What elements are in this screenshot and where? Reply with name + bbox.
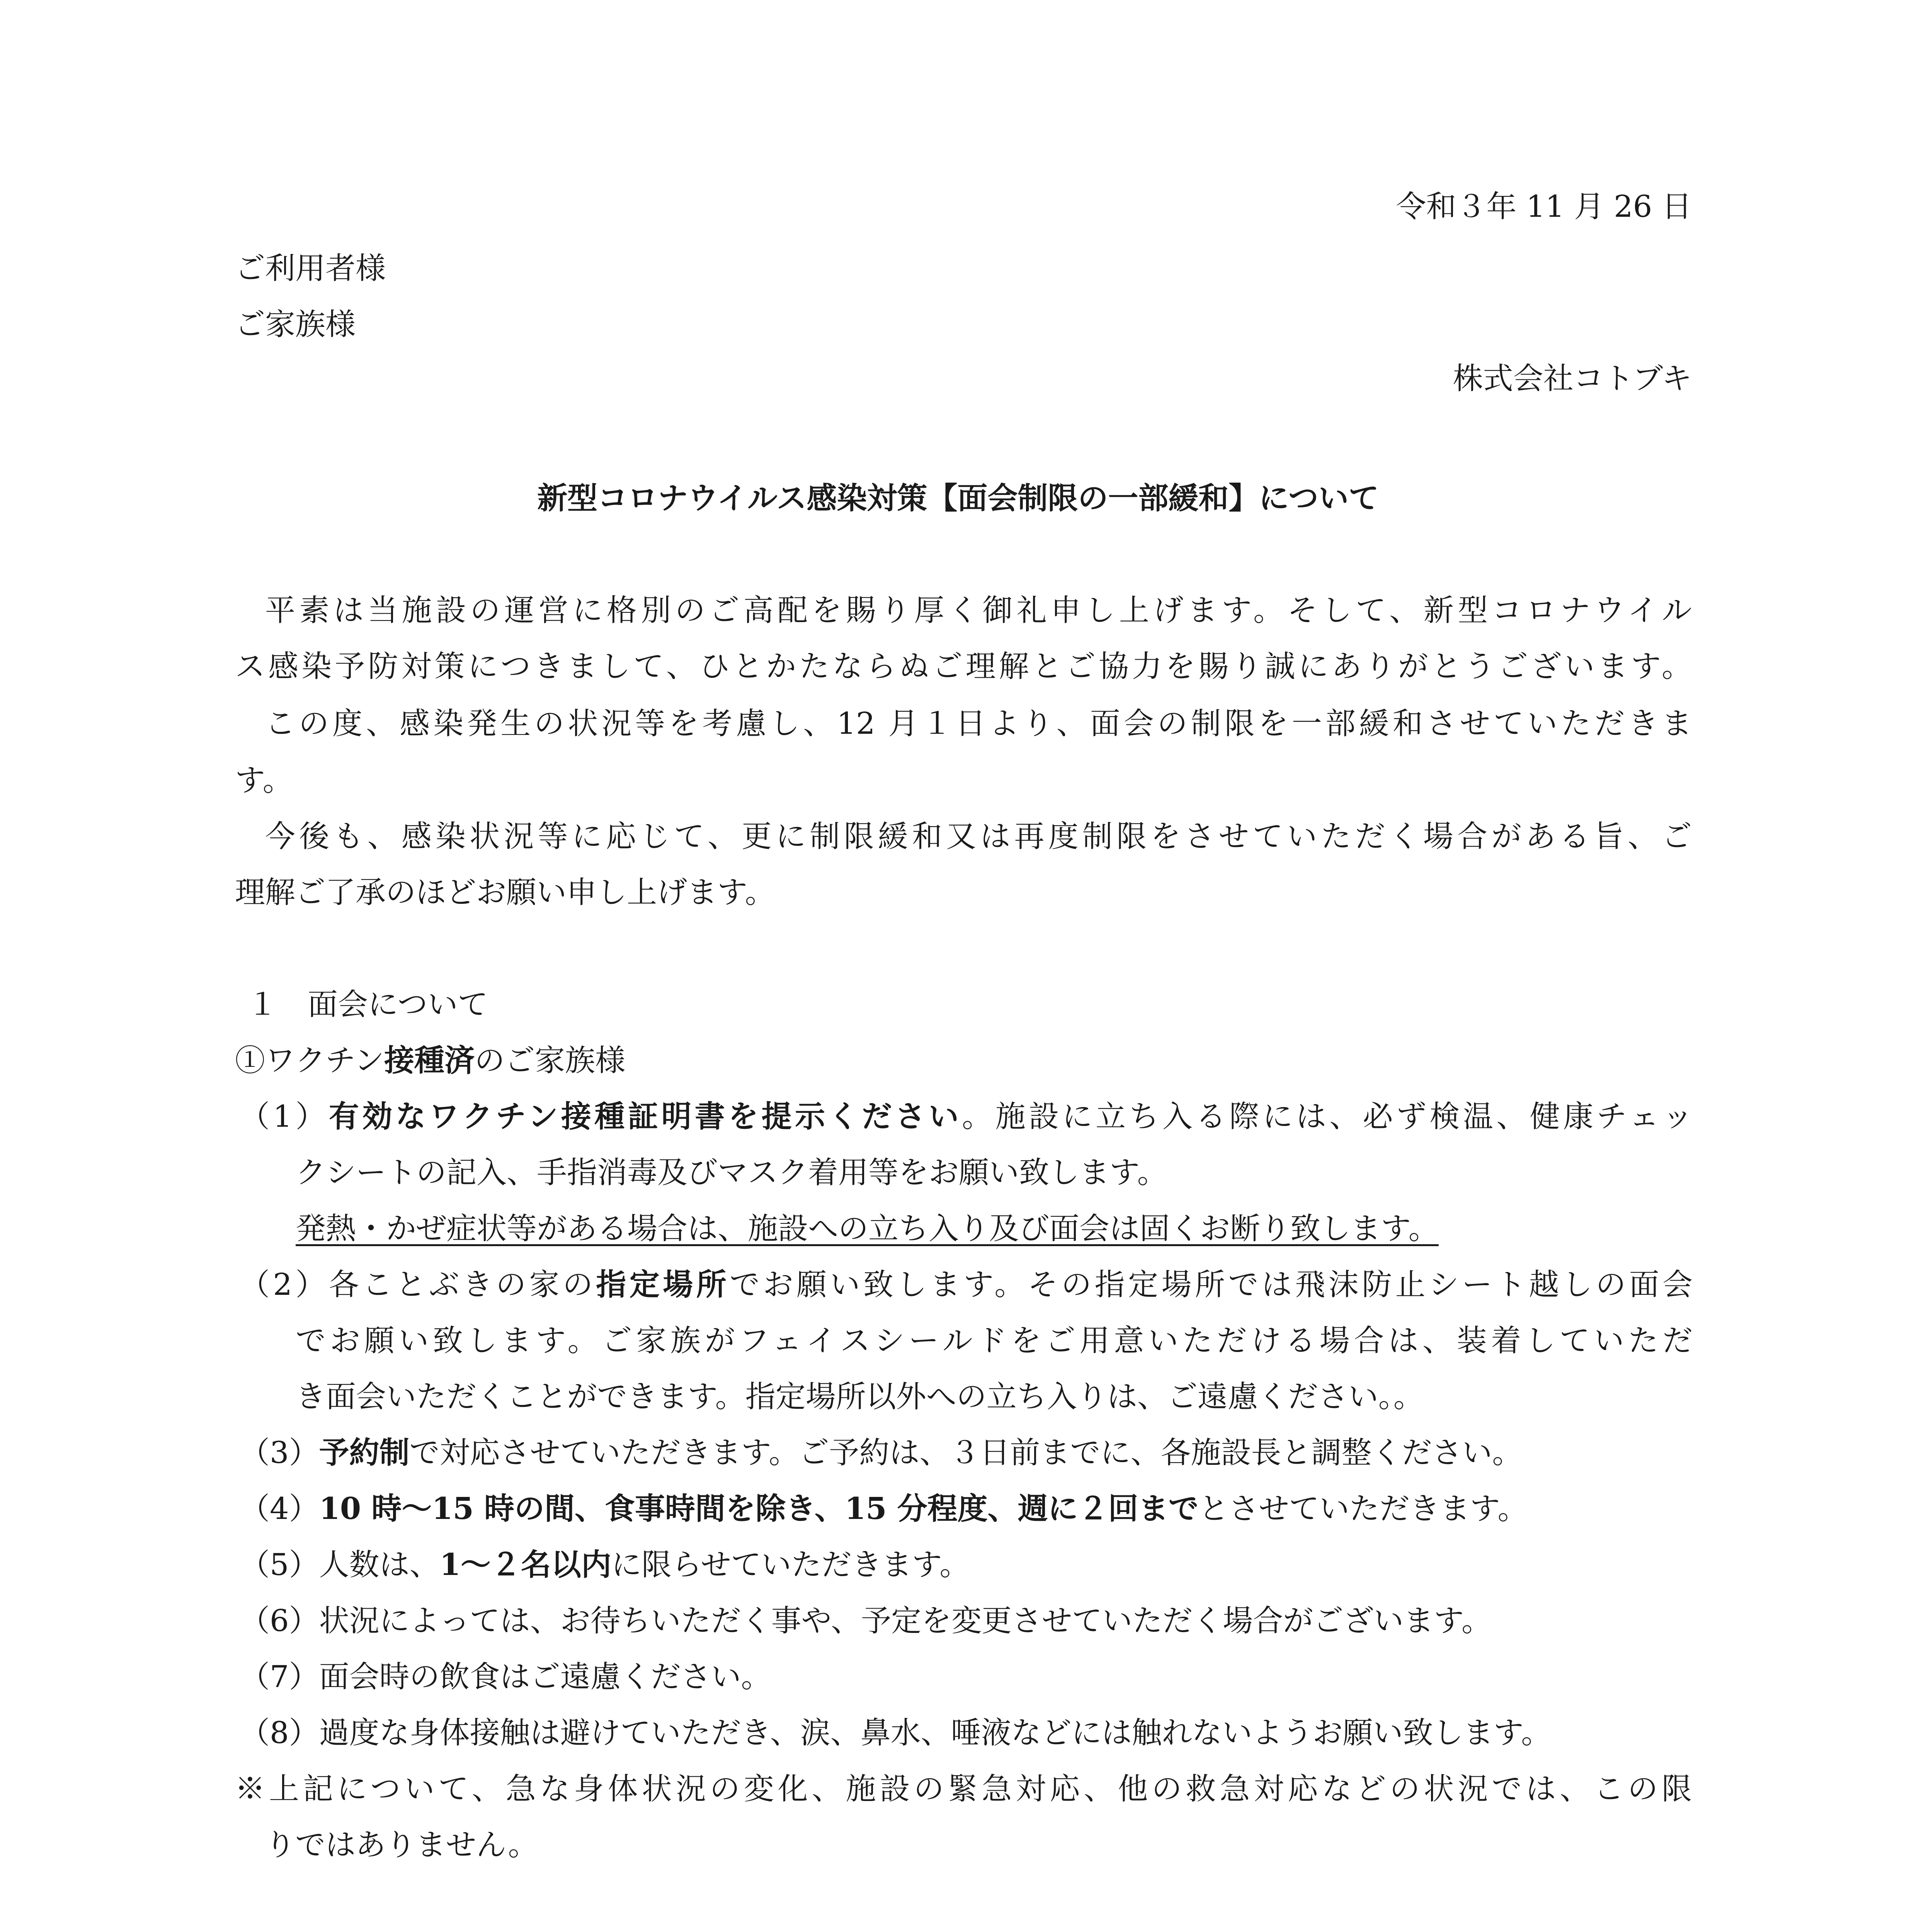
item-1-warning: 発熱・かぜ症状等がある場合は、施設への立ち入り及び面会は固くお断り致します。: [296, 1211, 1439, 1246]
vaccinated-pre: ①ワクチン: [235, 1043, 385, 1078]
item-5-bold: 1～２名以内: [439, 1547, 611, 1582]
item-5-pre: 人数は、: [319, 1548, 440, 1582]
item-6: [240, 1600, 1492, 1642]
item-2-line-2: でお願い致します。ご家族がフェイスシールドをご用意いただける場合は、装着していただ: [296, 1323, 1693, 1358]
item-5-number: （5）: [240, 1548, 319, 1582]
item-2-bold: 指定場所: [596, 1267, 730, 1302]
item-6-number: （6）: [240, 1604, 319, 1638]
addressee-users: ご利用者様: [235, 251, 386, 286]
item-2-line-3: き面会いただくことができます。指定場所以外への立ち入りは、ご遠慮ください。。: [296, 1379, 1424, 1414]
intro-line-1: 平素は当施設の運営に格別のご高配を賜り厚く御礼申し上げます。そして、新型コロナウイル: [265, 593, 1692, 628]
item-3-number: （3）: [240, 1435, 319, 1470]
note-line-1: ※上記について、急な身体状況の変化、施設の緊急対応、他の救急対応などの状況では、この限: [235, 1772, 1692, 1806]
item-4-number: （4）: [240, 1492, 319, 1526]
document-title: 新型コロナウイルス感染対策【面会制限の一部緩和】について: [537, 481, 1379, 516]
item-2-pre: 各ことぶきの家の: [328, 1267, 596, 1302]
item-7: [240, 1656, 771, 1698]
item-3: [240, 1432, 1522, 1474]
item-1-text: 。施設に立ち入る際には、必ず検温、健康チェッ: [962, 1099, 1693, 1134]
item-6-text: 状況によっては、お待ちいただく事や、予定を変更させていただく場合がございます。: [319, 1604, 1492, 1638]
item-5-text: に限らせていただきます。: [611, 1548, 970, 1582]
item-1-line-1: [240, 1095, 1693, 1138]
note-line-2: りではありません。: [265, 1828, 538, 1862]
item-7-number: （7）: [240, 1660, 319, 1694]
intro-line-2: ス感染予防対策につきまして、ひとかたならぬご理解とご協力を賜り誠にありがとうございます。: [235, 649, 1692, 684]
addressee-families: ご家族様: [235, 307, 356, 342]
intro-line-6: 理解ご了承のほどお願い申し上げます。: [235, 875, 775, 910]
item-1-line-2: クシートの記入、手指消毒及びマスク着用等をお願い致します。: [296, 1155, 1167, 1190]
item-8: [240, 1712, 1551, 1754]
item-2-line-1: [240, 1264, 1693, 1306]
item-7-text: 面会時の飲食はご遠慮ください。: [319, 1660, 771, 1694]
item-4-text: とさせていただきます。: [1198, 1492, 1528, 1526]
item-2-text: でお願い致します。その指定場所では飛沫防止シート越しの面会: [730, 1267, 1693, 1302]
item-1-bold: 有効なワクチン接種証明書を提示ください: [328, 1099, 962, 1134]
document-date: 令和３年 11 月 26 日: [1396, 189, 1692, 224]
section-1-heading: １ 面会について: [247, 987, 488, 1022]
intro-line-5: 今後も、感染状況等に応じて、更に制限緩和又は再度制限をさせていただく場合がある旨、ご: [265, 819, 1692, 854]
vaccinated-bold: 接種済: [384, 1043, 475, 1078]
sender-company: 株式会社コトブキ: [1453, 361, 1692, 396]
item-3-bold: 予約制: [319, 1435, 410, 1470]
item-1-number: （1）: [240, 1099, 329, 1134]
item-4-bold: 10 時～15 時の間、食事時間を除き、15 分程度、週に２回まで: [319, 1491, 1199, 1526]
item-3-text: で対応させていただきます。ご予約は、３日前までに、各施設長と調整ください。: [409, 1435, 1523, 1470]
item-2-number: （2）: [240, 1267, 329, 1302]
item-8-number: （8）: [240, 1716, 319, 1750]
item-8-text: 過度な身体接触は避けていただき、涙、鼻水、唾液などには触れないようお願い致します。: [319, 1716, 1552, 1750]
item-5: [240, 1544, 970, 1586]
intro-line-4: す。: [235, 763, 293, 798]
vaccinated-heading: [235, 1039, 625, 1082]
intro-line-3: この度、感染発生の状況等を考慮し、12 月１日より、面会の制限を一部緩和させていただきま: [265, 706, 1692, 741]
item-4: [240, 1488, 1528, 1530]
vaccinated-post: のご家族様: [475, 1043, 626, 1078]
